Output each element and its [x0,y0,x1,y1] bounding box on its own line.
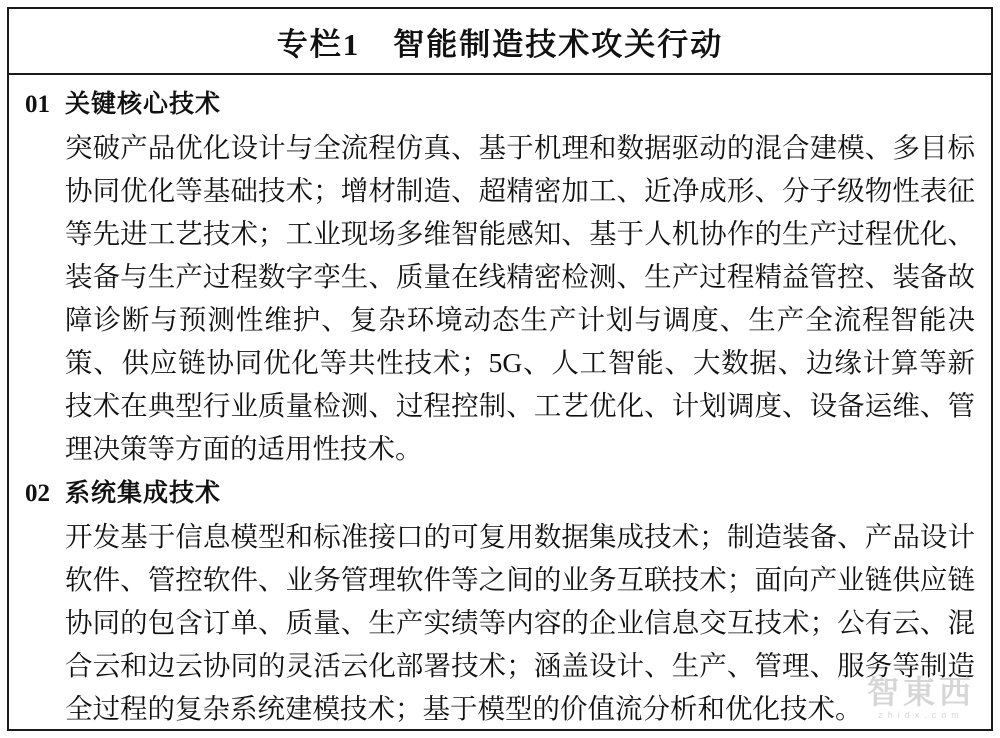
section-01-heading [17,83,973,126]
panel-content [9,75,991,730]
panel-frame [7,7,993,731]
section-02-heading [17,472,973,515]
panel-title-row [9,9,991,75]
section-02-number: 02 [25,480,50,507]
watermark-url: zhidx.com [878,710,964,720]
section-02-body: 开发基于信息模型和标准接口的可复用数据集成技术；制造装备、产品设计软件、管控软件、业务管理软件等之间的业务互联技术；面向产业链供应链协同的包含订单、质量、生产实绩等内容的企业信息交互技术；公有云、混合云和边云协同的灵活云化部署技术；涵盖设计、生产、管理、服务等制造全过程的复杂系统建模技术；基于模型的价值流分析和优化技术。 [65,521,975,724]
section-01-heading-label: 关键核心技术 [65,90,222,118]
section-01-number: 01 [25,91,50,118]
panel-title: 专栏1 智能制造技术攻关行动 [276,26,724,62]
section-01-body: 突破产品优化设计与全流程仿真、基于机理和数据驱动的混合建模、多目标协同优化等基础技术；增材制造、超精密加工、近净成形、分子级物性表征等先进工艺技术；工业现场多维智能感知、基于人机协作的生产过程优化、装备与生产过程数字孪生、质量在线精密检测、生产过程精益管控、装备故障诊断与预测性维护、复杂环境动态生产计划与调度、生产全流程智能决策、供应链协同优化等共性技术；5G、人工智能、大数据、边缘计算等新技术在典型行业质量检测、过程控制、工艺优化、计划调度、设备运维、管理决策等方面的适用性技术。 [65,132,975,464]
watermark-logo: 智東西 [866,674,975,710]
section-02-heading-label: 系统集成技术 [65,479,222,507]
